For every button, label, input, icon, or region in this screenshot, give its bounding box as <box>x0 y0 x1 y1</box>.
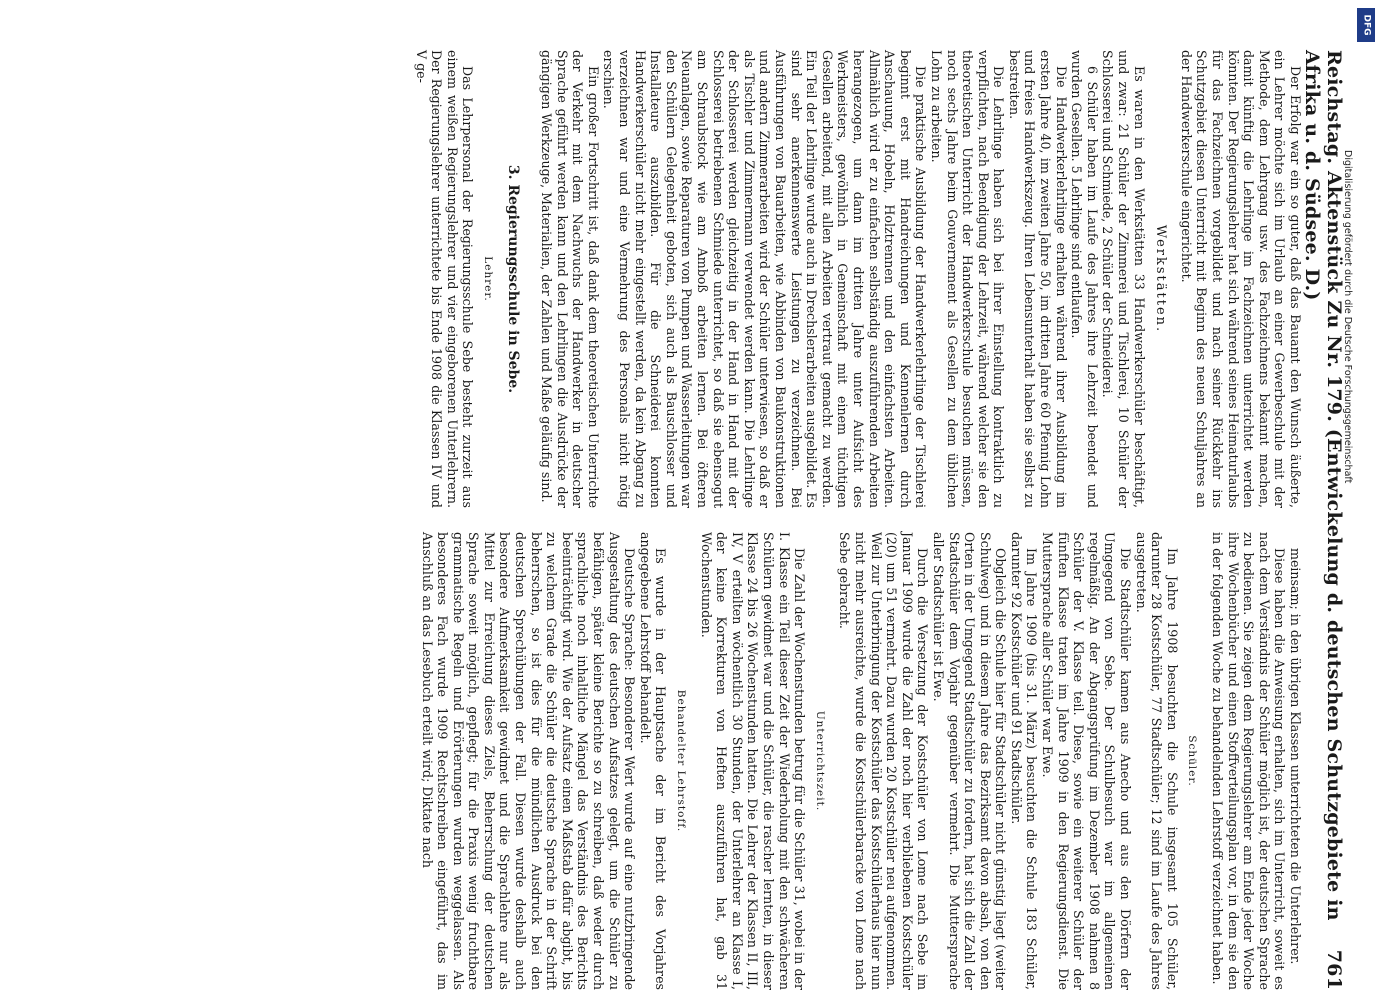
header-title: Reichstag. Aktenstück Zu Nr. 179. (Entwickelung d. deutschen Schutzgebiete in Afrika u. d. Südsee. D.) <box>1301 50 1345 921</box>
text-columns <box>88 50 1303 990</box>
paragraph: Die Handwerkerlehrlinge erhalten während ihrer Ausbildung im ersten Jahre 40, im zweiten Jahre 50, im dritten Jahre 60 Pfennig Lohn und freies Handwerkszeug. Ihren Lebensunterhalt haben sie selbst zu bestreiten. <box>1006 50 1069 508</box>
paragraph: Die Lehrlinge haben sich bei ihrer Einstellung kontraktlich zu verpflichten, nach Beendigung der Lehrzeit, während welcher sie den theoretischen Unterricht der Handwerkerschule besuchen müssen, noch sechs Jahre beim Gouvernement als Gesellen zu dem üblichen Lohn zu arbeiten. <box>928 50 1007 508</box>
paragraph: Diese haben die Anweisung erhalten, sich im Unterricht, soweit es nach dem Verständnis der Schüler möglich ist, der deutschen Sprache zu bedienen. Sie zeigen dem Regierungslehrer am Ende jeder Woche ihre Wochenbücher und einen Stoffverteilungsplan vor, in dem sie den in der folgenden Woche zu behandelnden Lehrstoff verzeichnet haben. <box>1210 532 1288 990</box>
dfg-logo: DFG <box>1357 8 1375 42</box>
paragraph: Es waren in den Werkstätten 33 Handwerkerschüler beschäftigt, und zwar: 21 Schüler der Zimmerei und Tischlerei, 10 Schüler der Schlosserei und Schmiede, 2 Schüler der Schneiderei. <box>1100 50 1147 508</box>
paragraph: Es wurde in der Hauptsache der im Bericht des Vorjahres angegebene Lehrstoff behandelt. <box>637 532 669 990</box>
paragraph: Der Erfolg war ein so guter, daß das Bauamt den Wunsch äußerte, ein Lehrer möchte sich im Urlaub an einer Gewerbeschule mit der Methode, dem Lehrgang usw. des Fachzeichnens bekannt machen, damit künftig die Lehrlinge im Fachzeichnen unterrichtet werden könnten. Der Regierungslehrer hat sich während seines Heimaturlaubs für das Fachzeichnen vorgebildet und nach seiner Rückkehr ins Schutzgebiet diesen Unterricht mit Beginn des neuen Schuljahres an der Handwerkerschule eingerichtet. <box>1178 50 1303 508</box>
section-heading: Werkstätten. <box>1153 224 1169 334</box>
subheading: Unterrichtszeit. <box>813 710 826 812</box>
paragraph: Im Jahre 1908 besuchten die Schule insgesamt 105 Schüler, darunter 28 Kostschüler, 77 Stadtschüler; 12 sind im Laufe des Jahres ausgetreten. <box>1133 532 1180 990</box>
paragraph: Durch die Versetzung der Kostschüler von Lome nach Sebe im Januar 1909 wurde die Zahl der noch hier verbliebenen Kostschüler (20) um 51 vermehrt. Dazu wurden 20 Kostschüler neu aufgenommen. Weil zur Unterbringung der Kostschüler das Kostschülerhaus hier nun nicht mehr ausreichte, wurde die Kostschülerbaracke von Lome nach Sebe gebracht. <box>837 532 931 990</box>
scanned-page <box>80 50 1345 990</box>
paragraph: Deutsche Sprache: Besonderer Wert wurde auf eine nutzbringende Ausgestaltung des deutschen Aufsatzes gelegt, um die Schüler zu befähigen, später kleine Berichte so zu schreiben, daß weder durch sprachliche noch inhaltliche Mängel das Verständnis des Berichts beeinträchtigt wird. Wie der Aufsatz einen Maßstab dafür abgibt, bis zu welchem Grade die Schüler die deutsche Sprache in der Schrift beherrschen, so ist dies für die mündlichen Ausdruck bei den deutschen Sprechübungen der Fall. Diesen wurde deshalb auch besondere Aufmerksamkeit gewidmet und die Sprachlehre nur als Mittel zur Erreichung dieses Ziels, Beherrschung der deutschen Sprache soweit möglich, gepflegt; für die Praxis wenig fruchtbare grammatische Regeln und Erörterungen wurden weggelassen. Als besonderes Fach wurde 1909 Rechtschreiben eingeführt, das im Anschluß an das Lesebuch erteilt wird; Diktate nach <box>419 532 638 990</box>
digitization-credit: Digitalisierung gefördert durch die Deutsche Forschungsgemeinschaft <box>1342 150 1353 484</box>
paragraph: Obgleich die Schule hier für Stadtschüler nicht günstig liegt (weiter Schulweg) und in diesem Jahre das Bezirksamt davon absah, von den Orten in der Umgegend Stadtschüler zu fordern, hat sich die Zahl der Stadtschüler dem Vorjahr gegenüber vermehrt. Die Muttersprache aller Stadtschüler ist Ewe. <box>930 532 1009 990</box>
paragraph: Die praktische Ausbildung der Handwerkerlehrlinge der Tischlerei beginnt erst mit Handreichungen und Kennenlernen durch Anschauung, Hobeln, Holztrennen und den einfachsten Arbeiten. Allmählich wird er zu einfachen selbständig auszuführenden Arbeiten herangezogen, um dann im dritten Jahre unter Aufsicht des Werkmeisters, gewöhnlich in Gemeinschaft mit einem tüchtigen Gesellen arbeitend, mit allen Arbeiten vertraut gemacht zu werden. Ein Teil der Lehrlinge wurde auch in Drechslerarbeiten ausgebildet. Es sind sehr anerkennenswerte Leistungen zu verzeichnen. Bei Ausführungen von Bauarbeiten, wie Abbinden von Baukonstruktionen und andern Zimmerarbeiten wird der Schüler unterwiesen, so daß er als Tischler und Zimmermann verwendet werden kann. Die Lehrlinge der Schlosserei werden gleichzeitig in der Hand in Hand mit der Schlosserei betriebenen Schmiede unterrichtet, so daß sie ebensogut am Schraubstock wie am Amboß arbeiten lernen. Bei öfteren Neuanlagen, sowie Reparaturen von Pumpen und Wasserleitungen war den Schülern Gelegenheit geboten, sich auch als Bauschlosser und Installateure auszubilden. Für die Schneiderei konnten Handwerkerschüler nicht mehr eingestellt werden, da kein Abgang zu verzeichnen war und eine Vermehrung des Personals nicht nötig erschien. <box>601 50 929 508</box>
page-number: 761 <box>1323 949 1345 990</box>
subheading: Lehrer. <box>481 256 494 302</box>
subheading: Behandelter Lehrstoff. <box>675 689 688 833</box>
paragraph: Das Lehrpersonal der Regierungsschule Sebe besteht zurzeit aus einem weißen Regierungslehrer und vier eingeborenen Unterlehrern. Der Regierungslehrer unterrichtete bis Ende 1908 die Klassen IV und V ge- <box>413 50 476 508</box>
paragraph: Ein großer Fortschritt ist, daß dank dem theoretischen Unterrichte der Verkehr mit dem Nachwuchs der Handwerker in deutscher Sprache geführt werden kann und den Lehrlingen die Ausdrücke der gängigen Werkzeuge, Materialien, der Zahlen und Maße geläufig sind. <box>539 50 601 508</box>
paragraph: meinsam; in den übrigen Klassen unterrichteten die Unterlehrer. <box>1288 548 1303 965</box>
subheading: Schüler. <box>1186 735 1199 787</box>
running-header <box>1301 50 1345 990</box>
paragraph: Die Zahl der Wochenstunden betrug für die Schüler 31, wobei in der I. Klasse ein Teil dieser Zeit der Wiederholung mit den schwächeren Schülern gewidmet war und die Schüler, die rascher lernten, in dieser Klasse 24 bis 26 Wochenstunden hatten. Die Lehrer der Klassen II, III, IV, V erteilten wöchentlich 30 Stunden, der Unterlehrer an Klasse I, der keine Korrekturen von Heften auszuführen hat, gab 31 Wochenstunden. <box>698 532 808 990</box>
chapter-heading: 3. Regierungsschule in Sebe. <box>505 164 522 394</box>
paragraph: Im Jahre 1909 (bis 31. März) besuchten die Schule 183 Schüler, darunter 92 Kostschüler und 91 Stadtschüler. <box>1008 532 1040 990</box>
left-column <box>88 50 1303 508</box>
right-column <box>88 532 1303 990</box>
paragraph: 6 Schüler haben im Laufe des Jahres ihre Lehrzeit beendet und wurden Gesellen. 5 Lehrlinge sind entlaufen. <box>1069 50 1100 508</box>
paragraph: Die Stadtschüler kamen aus Anecho und aus den Dörfern der Umgegend von Sebe. Der Schulbesuch war im allgemeinen regelmäßig. An der Abgangsprüfung im Dezember 1908 nahmen 8 Schüler der V. Klasse teil. Diese, sowie ein weiterer Schüler der fünften Klasse traten im Jahre 1909 in den Regierungsdienst. Die Muttersprache aller Schüler war Ewe. <box>1040 532 1134 990</box>
